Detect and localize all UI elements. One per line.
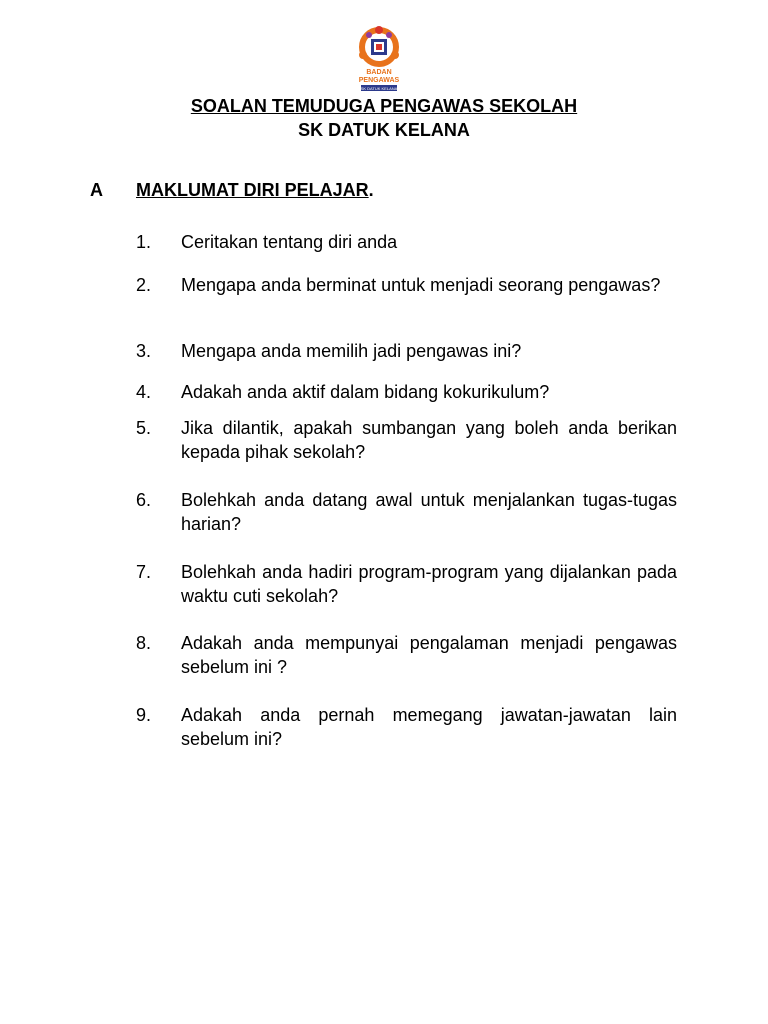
question-item xyxy=(136,230,677,254)
question-item xyxy=(136,273,677,297)
question-item xyxy=(136,416,677,464)
question-item xyxy=(136,488,677,536)
question-number: 2. xyxy=(136,275,152,295)
question-text: Mengapa anda memilih jadi pengawas ini? xyxy=(181,341,522,361)
question-number: 1. xyxy=(136,232,152,252)
question-text: Jika dilantik, apakah sumbangan yang boleh anda berikan kepada pihak sekolah? xyxy=(181,418,677,462)
question-text: Adakah anda pernah memegang jawatan-jawatan lain sebelum ini? xyxy=(181,705,677,749)
question-number: 9. xyxy=(136,705,152,725)
section-title-period: . xyxy=(368,180,374,200)
question-item xyxy=(136,703,677,751)
question-number: 3. xyxy=(136,341,152,361)
section-letter: A xyxy=(90,180,103,200)
question-item xyxy=(136,380,677,404)
question-number: 5. xyxy=(136,418,152,438)
logo-text-line2: PENGAWAS xyxy=(358,77,400,84)
school-prefect-logo xyxy=(349,25,409,95)
question-text: Adakah anda aktif dalam bidang kokurikulum? xyxy=(181,382,550,402)
section-title xyxy=(136,179,374,201)
question-item xyxy=(136,560,677,608)
question-text: Mengapa anda berminat untuk menjadi seorang pengawas? xyxy=(181,275,661,295)
logo-text-line3: SK DATUK KELANA xyxy=(360,86,398,91)
question-number: 6. xyxy=(136,490,152,510)
question-text: Adakah anda mempunyai pengalaman menjadi pengawas sebelum ini ? xyxy=(181,633,677,677)
question-text: Bolehkah anda hadiri program-program yang dijalankan pada waktu cuti sekolah? xyxy=(181,562,677,606)
question-text: Ceritakan tentang diri anda xyxy=(181,232,398,252)
question-item xyxy=(136,339,677,363)
question-number: 7. xyxy=(136,562,152,582)
question-number: 4. xyxy=(136,382,152,402)
school-name: SK DATUK KELANA xyxy=(298,120,470,140)
logo-text-line1: BADAN xyxy=(366,69,392,76)
prefect-badge-icon xyxy=(349,25,409,95)
question-text: Bolehkah anda datang awal untuk menjalankan tugas-tugas harian? xyxy=(181,490,677,534)
question-item xyxy=(136,631,677,679)
document-title xyxy=(0,95,768,117)
question-number: 8. xyxy=(136,633,152,653)
document-title-text: SOALAN TEMUDUGA PENGAWAS SEKOLAH xyxy=(190,96,578,116)
section-title-text: MAKLUMAT DIRI PELAJAR xyxy=(136,180,369,200)
